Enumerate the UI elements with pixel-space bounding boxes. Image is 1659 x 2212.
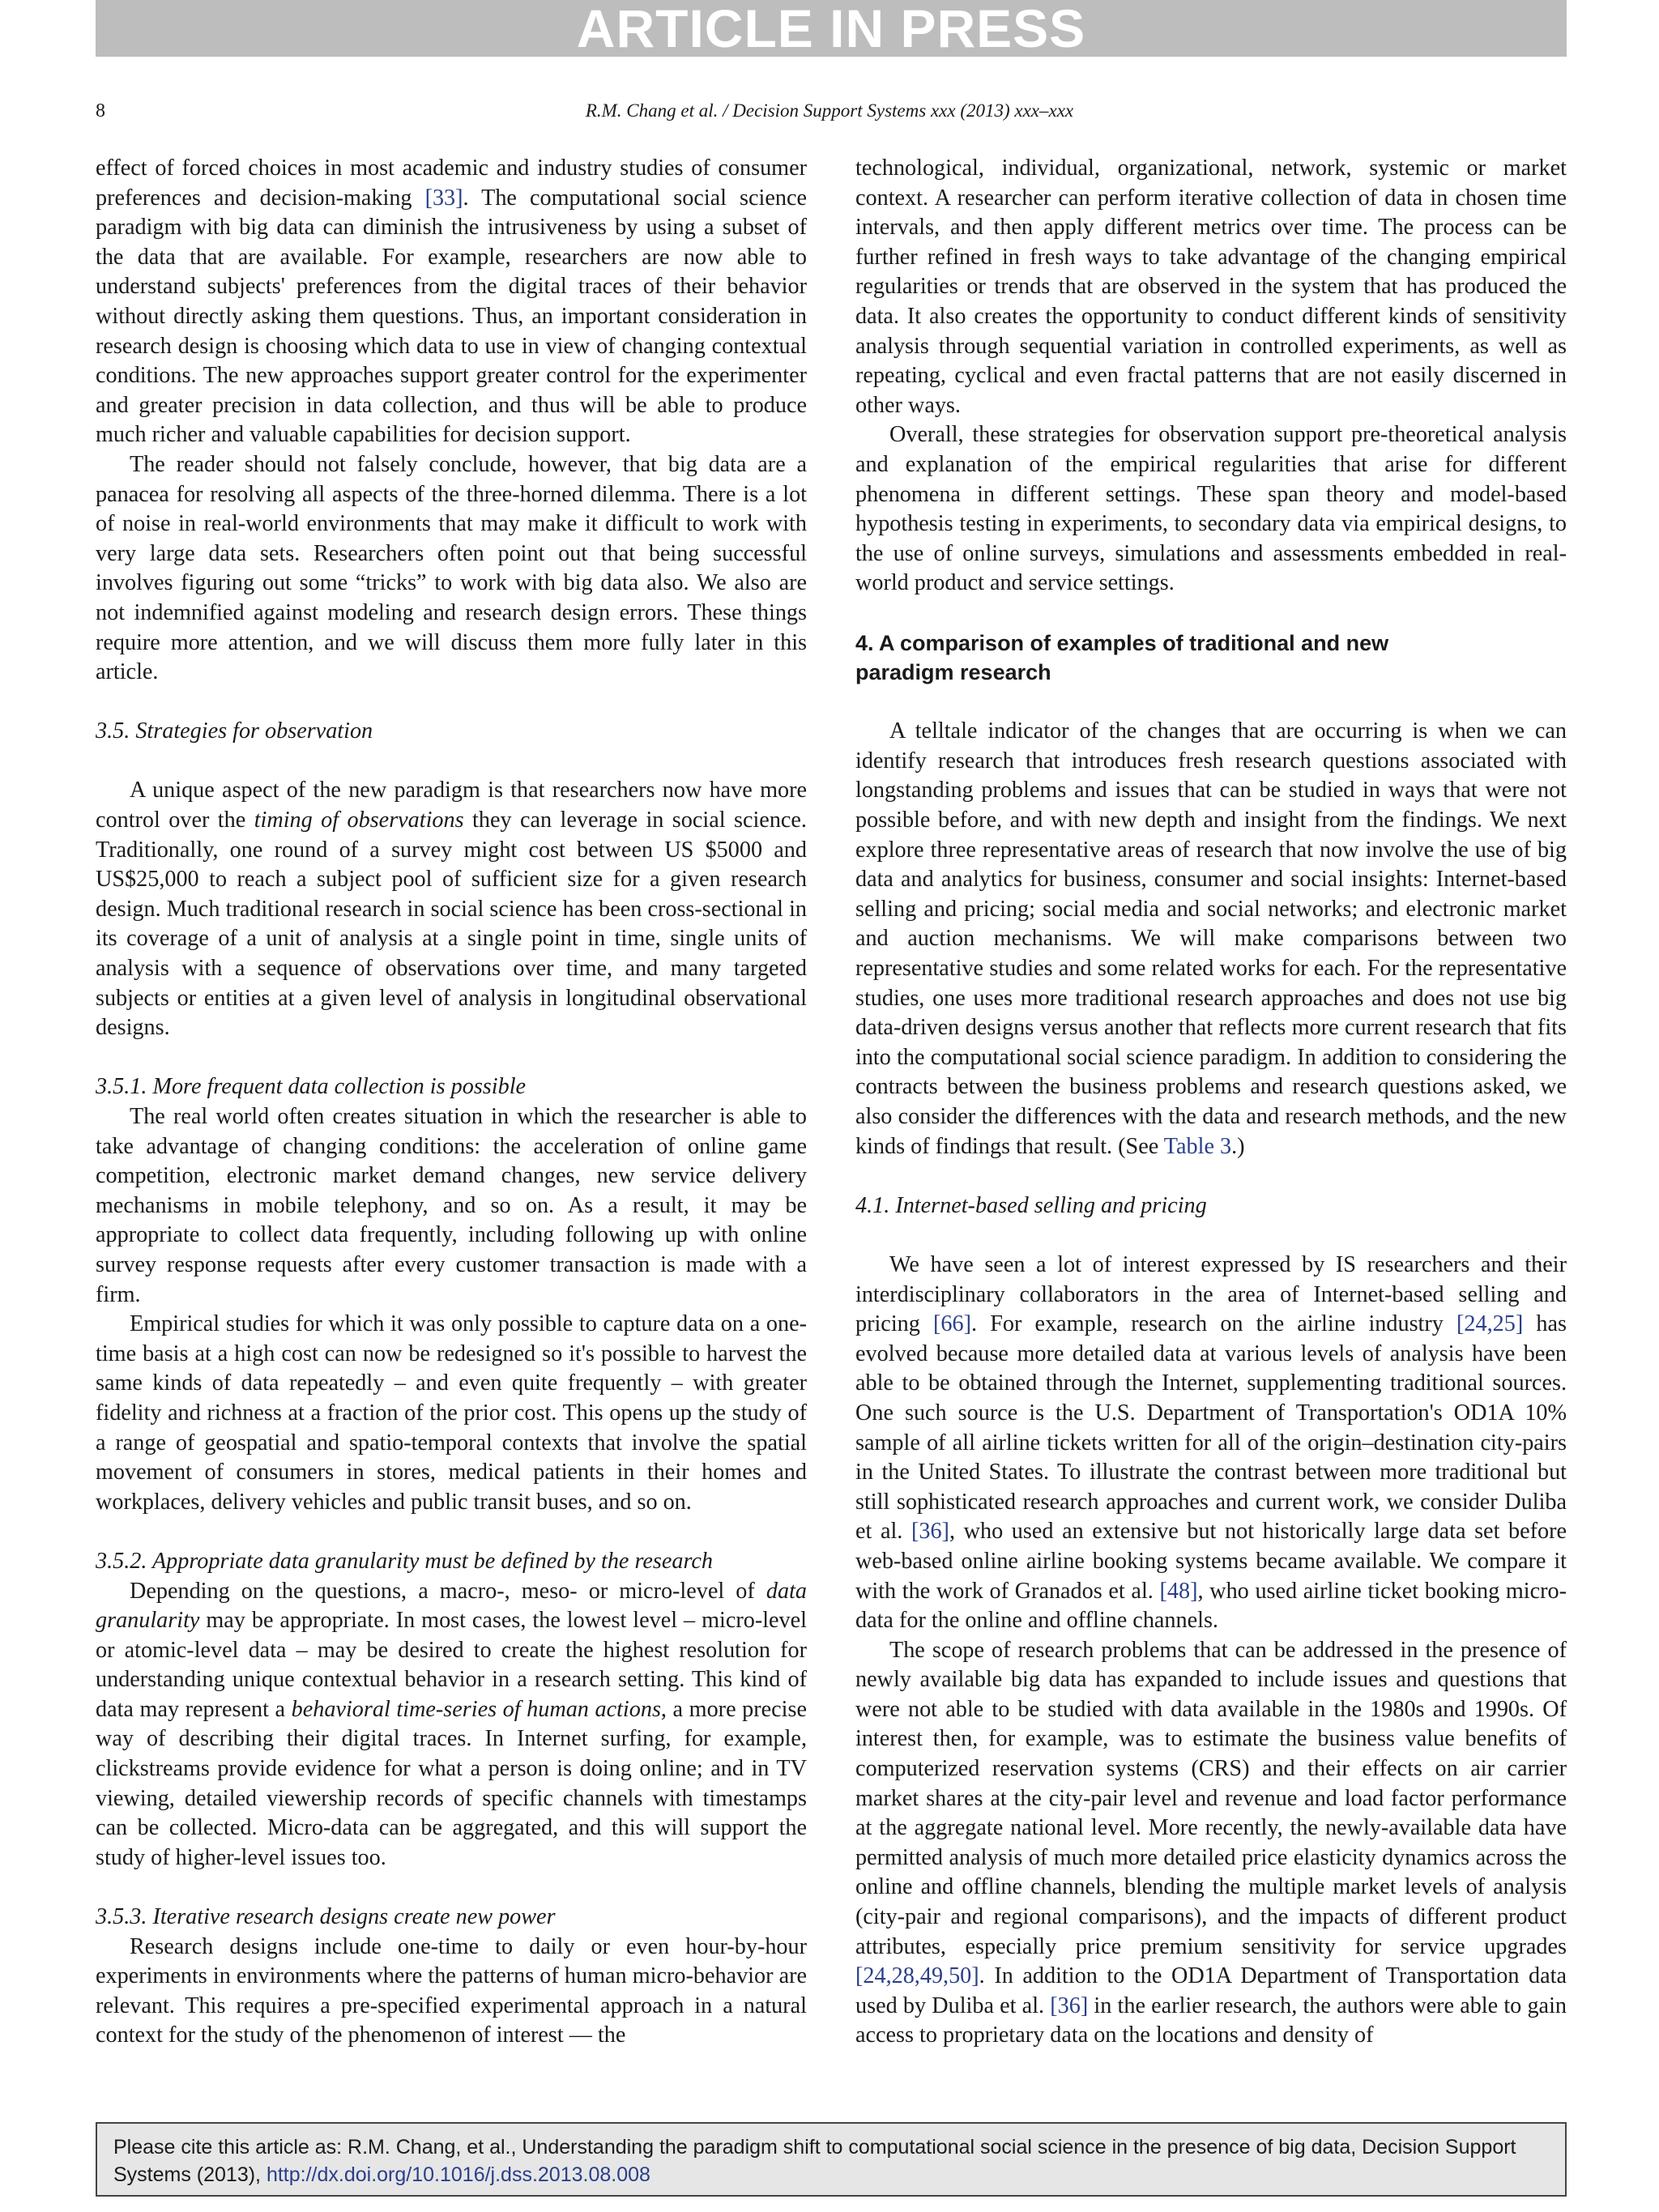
paragraph: The real world often creates situation in which the researcher is able to take advantage of changing conditions: the acceleration of online game competition, electronic market demand changes, new service delivery mechanisms in mobile telephony, and so on. As a result, it may be appropriate to collect data frequently, including following up with online survey response requests after every customer transaction is made with a firm. (96, 1104, 807, 1307)
left-column (96, 154, 807, 2051)
paragraph: Depending on the questions, a macro-, meso- or micro-level of data granularity may be appropriate. In most cases, the lowest level – micro-level or atomic-level data – may be desired to create the highest resolution for understanding unique contextual behavior in a research setting. This kind of data may represent a behavioral time-series of human actions, a more precise way of describing their digital traces. In Internet surfing, for example, clickstreams provide evidence for what a person is doing online; and in TV viewing, detailed viewership records of specific channels with timestamps can be collected. Micro-data can be aggregated, and this will support the study of higher-level issues too. (96, 1578, 807, 1870)
paragraph: technological, individual, organizational, network, systemic or market context. A researcher can perform iterative collection of data in chosen time intervals, and then apply different metrics over time. The process can be further refined in fresh ways to take advantage of the changing empirical regularities or trends that are observed in the system that has produced the data. It also creates the opportunity to conduct different kinds of sensitivity analysis through sequential variation in controlled experiments, as well as repeating, cyclical and even fractal patterns that are not easily discerned in other ways. (855, 156, 1567, 418)
paragraph: The scope of research problems that can be addressed in the presence of newly available big data has expanded to include issues and questions that were not able to be studied with data available in the 1980s and 1990s. Of interest then, for example, was to estimate the business value benefits of computerized reservation systems (CRS) and their effects on air carrier market shares at the city-pair level and revenue and load factor performance at the aggregate national level. More recently, the newly-available data have permitted analysis of much more detailed price elasticity dynamics across the online and offline channels, blending the multiple market levels of analysis (city-pair and regional comparisons), and the impacts of different product attributes, especially price premium sensitivity for service upgrades [24,28,49,50]. In addition to the OD1A Department of Transportation data used by Duliba et al. [36] in the earlier research, the authors were able to gain access to proprietary data on the locations and density of (855, 1637, 1567, 2048)
section-heading-4: 4. A comparison of examples of traditional and new paradigm research (855, 630, 1389, 685)
reference-link[interactable]: [33] (424, 185, 463, 211)
section-heading-3-5-3: 3.5.3. Iterative research designs create new power (96, 1904, 556, 1930)
paragraph: The reader should not falsely conclude, however, that big data are a panacea for resolving all aspects of the three-horned dilemma. There is a lot of noise in real-world environments that may make it difficult to work with very large data sets. Researchers often point out that being successful involves figuring out some “tricks” to work with big data also. We also are not indemnified against modeling and research design errors. These things require more attention, and we will discuss them more fully later in this article. (96, 451, 807, 685)
page-number: 8 (96, 100, 105, 121)
citation-box: Please cite this article as: R.M. Chang, et al., Understanding the paradigm shift to computational social science in the presence of big data, Decision Support Systems (2013), http://dx.doi.org/10.1016/j.dss.2013.08.008 (96, 2122, 1567, 2197)
running-head: R.M. Chang et al. / Decision Support Systems xxx (2013) xxx–xxx (585, 100, 1074, 121)
table-link[interactable]: Table 3 (1163, 1133, 1232, 1159)
section-heading-3-5: 3.5. Strategies for observation (96, 718, 373, 744)
paragraph: A unique aspect of the new paradigm is that researchers now have more control over the timing of observations they can leverage in social science. Traditionally, one round of a survey might cost between US $5000 and US$25,000 to reach a subject pool of sufficient size for a given research design. Much traditional research in social science has been cross-sectional in its coverage of a unit of analysis at a single point in time, single units of analysis with a sequence of observations over time, and many targeted subjects or entities at a given level of analysis in longitudinal observational designs. (96, 778, 807, 1041)
section-heading-3-5-1: 3.5.1. More frequent data collection is possible (96, 1074, 527, 1100)
paragraph: effect of forced choices in most academic and industry studies of consumer preferences and decision-making [33]. The computational social science paradigm with big data can diminish the intrusiveness by using a subset of the data that are available. For example, researchers are now able to understand subjects' preferences from the digital traces of their behavior without directly asking them questions. Thus, an important consideration in research design is choosing which data to use in view of changing contextual conditions. The new approaches support greater control for the experimenter and greater precision in data collection, and thus will be able to produce much richer and valuable capabilities for decision support. (96, 156, 807, 448)
section-heading-4-1: 4.1. Internet-based selling and pricing (855, 1192, 1207, 1218)
reference-link[interactable]: [24,28,49,50] (855, 1963, 979, 1989)
reference-link[interactable]: [36] (911, 1519, 949, 1545)
reference-link[interactable]: [24,25] (1456, 1311, 1524, 1337)
paragraph: Empirical studies for which it was only possible to capture data on a one-time basis at a high cost can now be redesigned so it's possible to harvest the same kinds of data repeatedly – and even quite frequently – with greater fidelity and richness at a fraction of the prior cost. This opens up the study of a range of geospatial and spatio-temporal contexts that involve the spatial movement of consumers in stores, medical patients in their homes and workplaces, delivery vehicles and public transit buses, and so on. (96, 1311, 807, 1515)
section-heading-3-5-2: 3.5.2. Appropriate data granularity must be defined by the research (96, 1548, 714, 1574)
reference-link[interactable]: [66] (933, 1311, 971, 1337)
doi-link[interactable]: http://dx.doi.org/10.1016/j.dss.2013.08.008 (266, 2163, 650, 2186)
paragraph: Overall, these strategies for observation support pre-theoretical analysis and explanation of the empirical regularities that arise for different phenomena in different settings. These span theory and model-based hypothesis testing in experiments, to secondary data via empirical designs, to the use of online surveys, simulations and assessments embedded in real-world product and service settings. (855, 422, 1567, 596)
paragraph: We have seen a lot of interest expressed by IS researchers and their interdisciplinary collaborators in the area of Internet-based selling and pricing [66]. For example, research on the airline industry [24,25] has evolved because more detailed data at various levels of analysis have been able to be obtained through the Internet, supplementing traditional sources. One such source is the U.S. Department of Transportation's OD1A 10% sample of all airline tickets written for all of the origin–destination city-pairs in the United States. To illustrate the contrast between more traditional but still sophisticated research approaches and current work, we consider Duliba et al. [36], who used an extensive but not historically large data set before web-based online airline booking systems became available. We compare it with the work of Granados et al. [48], who used airline ticket booking micro-data for the online and offline channels. (855, 1251, 1567, 1634)
paragraph: Research designs include one-time to daily or even hour-by-hour experiments in environments where the patterns of human micro-behavior are relevant. This requires a pre-specified experimental approach in a natural context for the study of the phenomenon of interest — the (96, 1933, 807, 2048)
article-in-press-banner: ARTICLE IN PRESS (96, 0, 1567, 57)
reference-link[interactable]: [48] (1159, 1578, 1198, 1604)
paragraph: A telltale indicator of the changes that are occurring is when we can identify research that introduces fresh research questions associated with longstanding problems and issues that can be studied in ways that were not possible before, and with new depth and insight from the findings. We next explore three representative areas of research that now involve the use of big data and analytics for business, consumer and social insights: Internet-based selling and pricing; social media and social networks; and electronic market and auction mechanisms. We will make comparisons between two representative studies and some related works for each. For the representative studies, one uses more traditional research approaches and does not use big data-driven designs versus another that reflects more current research that fits into the computational social science paradigm. In addition to considering the contracts between the business problems and research questions asked, we also consider the differences with the data and research methods, and the new kinds of findings that result. (See Table 3.) (855, 718, 1567, 1159)
right-column (855, 154, 1567, 2051)
reference-link[interactable]: [36] (1050, 1993, 1089, 2018)
